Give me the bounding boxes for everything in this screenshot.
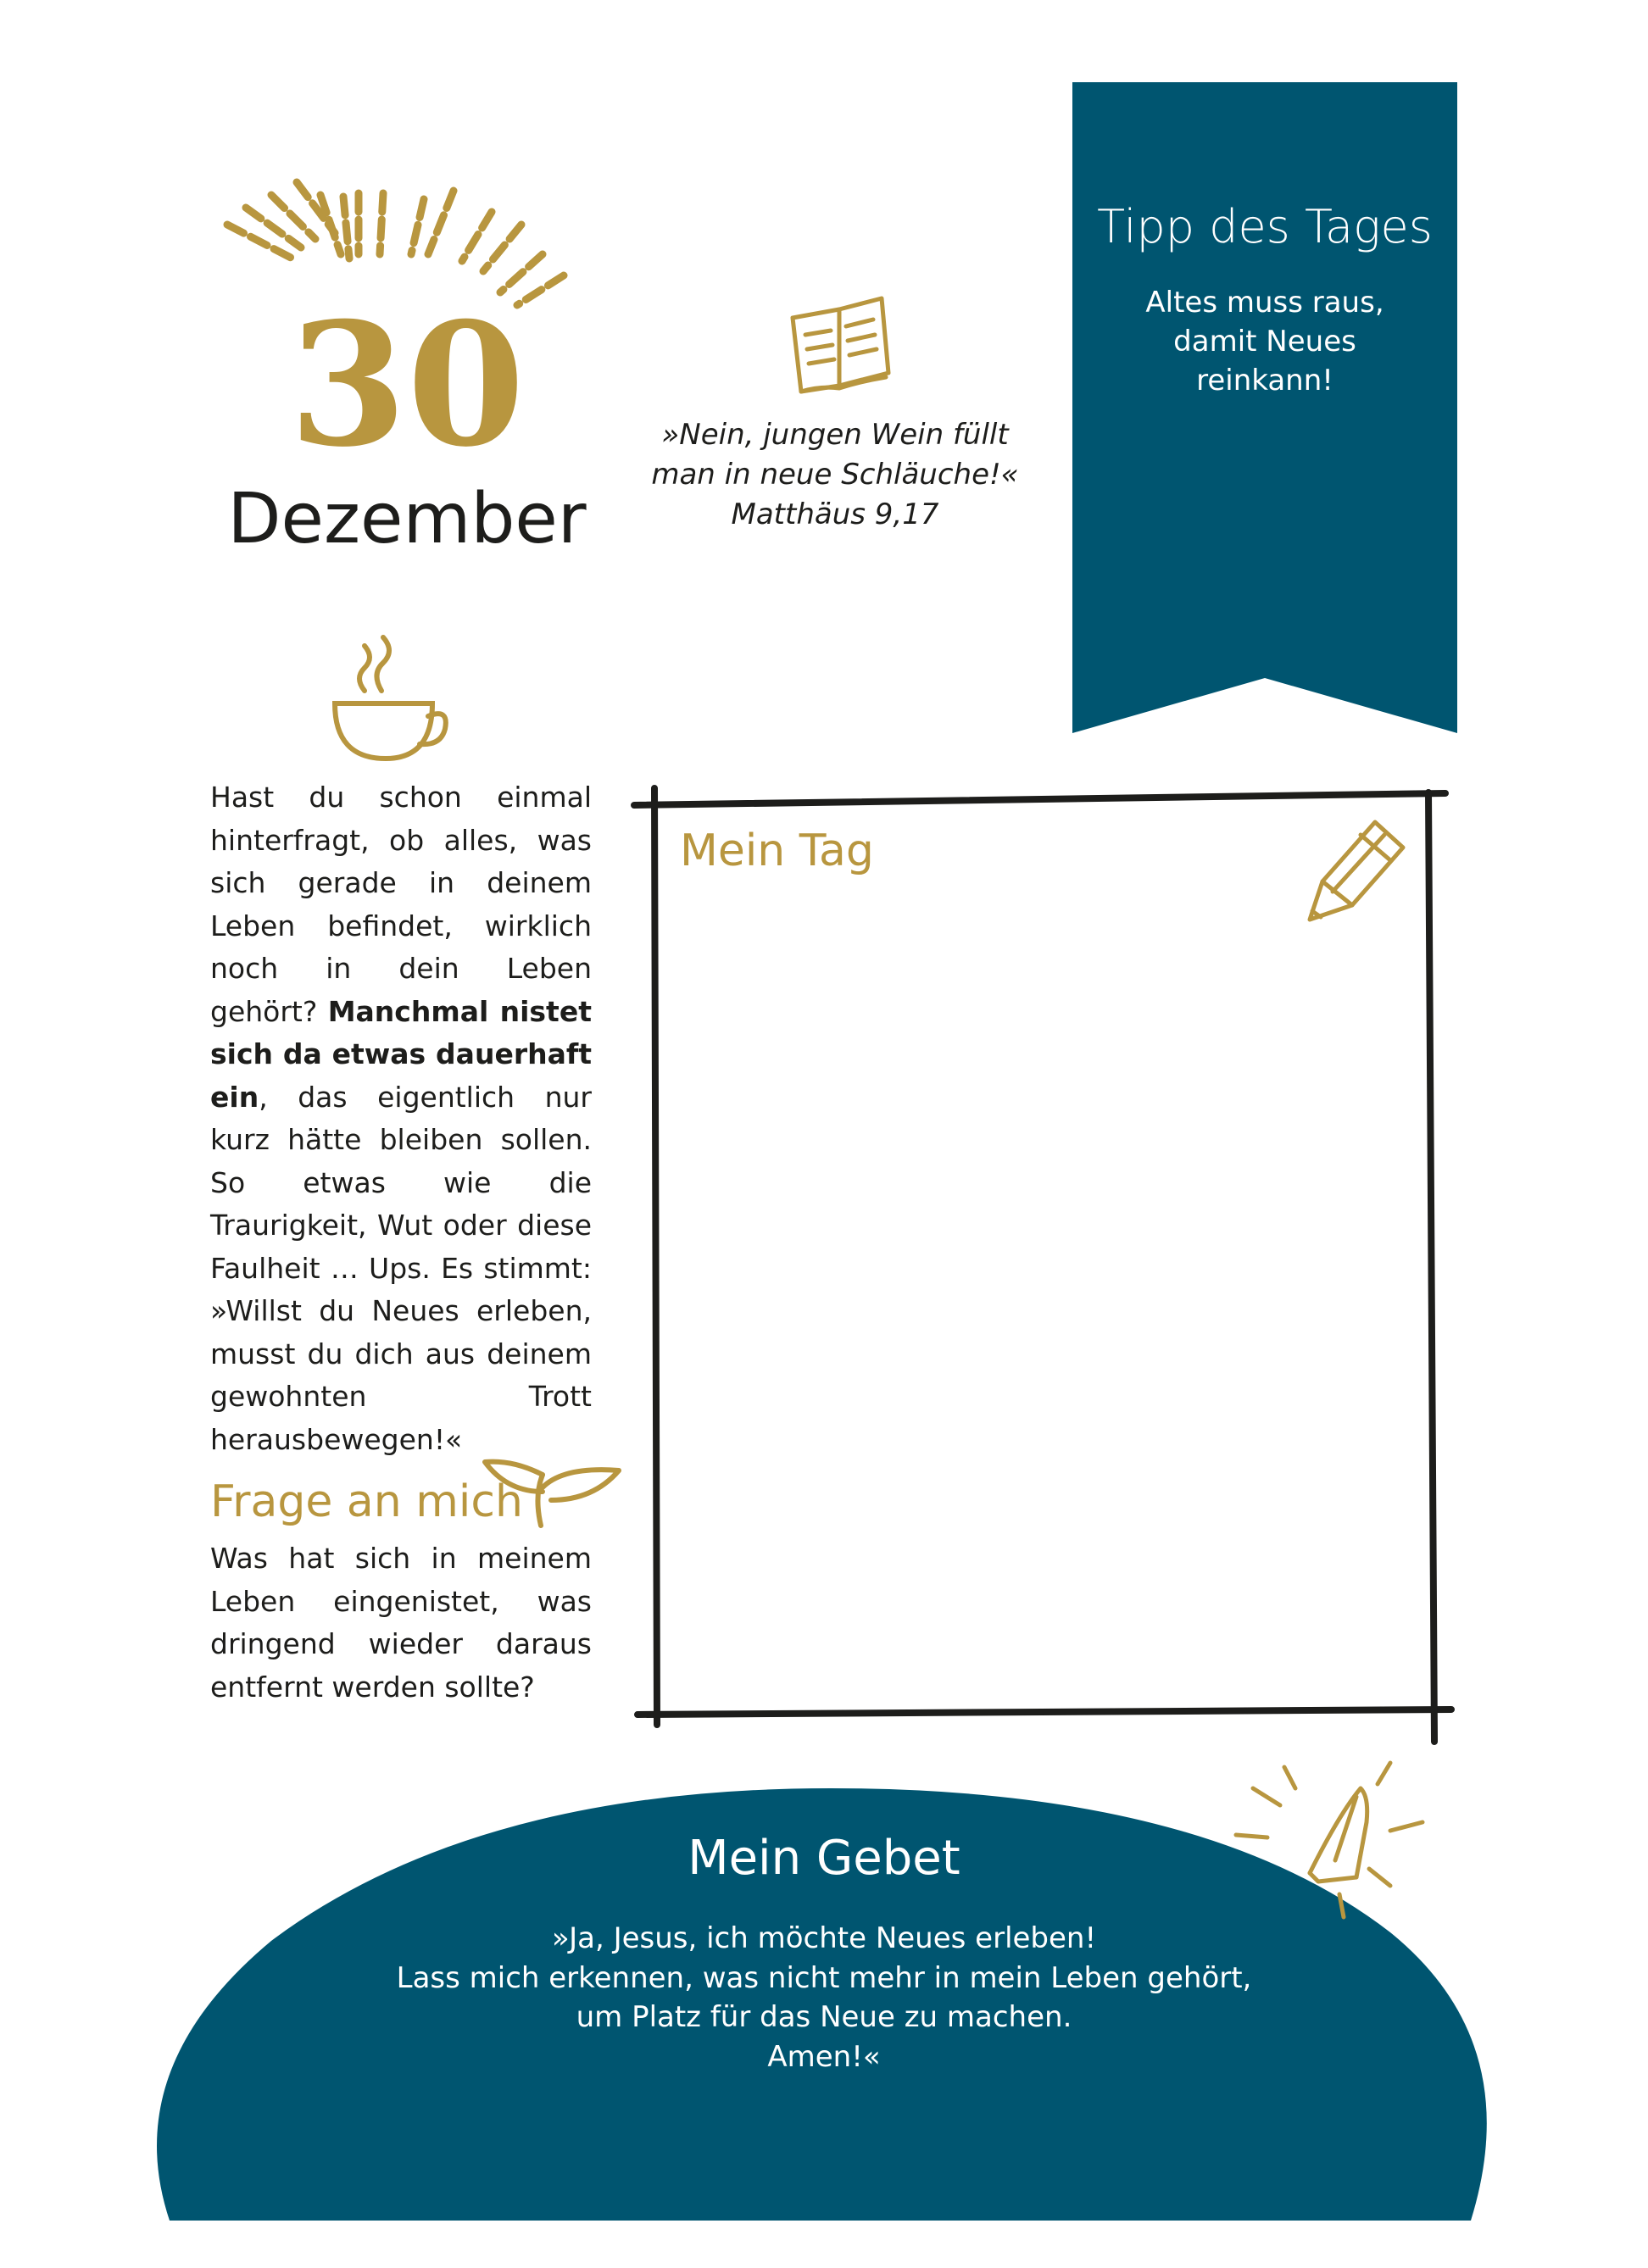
tip-title: Tipp des Tages [1097, 200, 1433, 253]
verse-reference: Matthäus 9,17 [731, 498, 939, 531]
tip-line-3: reinkann! [1196, 364, 1333, 397]
question-title: Frage an mich [210, 1476, 523, 1527]
tip-line-1: Altes muss raus, [1145, 286, 1384, 320]
prayer-line-4: Amen!« [767, 2039, 881, 2074]
prayer-title: Mein Gebet [688, 1831, 960, 1886]
body-text-part-1: Hast du schon einmal hinterfragt, ob alles, was sich gerade in deinem Leben befindet, wirklich noch in dein Leben gehört? [210, 781, 592, 1028]
month-name: Dezember [227, 479, 587, 559]
body-text-bold: Manchmal nistet sich da etwas dauerhaft ein [210, 994, 592, 1114]
day-number: 30 [288, 286, 526, 485]
prayer-line-1: »Ja, Jesus, ich möchte Neues erleben! [551, 1921, 1097, 1955]
prayer-line-3: um Platz für das Neue zu machen. [576, 2000, 1072, 2034]
body-text-part-2: , das eigentlich nur kurz hätte bleiben sollen. So etwas wie die Traurigkeit, Wut oder diese Faulheit … Ups. Es stimmt: »Willst du Neues erleben, musst du dich aus deinem gewohnten Trott herausbewegen!« [210, 1080, 592, 1456]
prayer-text [315, 1919, 1333, 2076]
prayer-line-2: Lass mich erkennen, was nicht mehr in mein Leben gehört, [396, 1960, 1252, 1995]
verse-line-2: man in neue Schläuche!« [651, 458, 1019, 492]
verse-line-1: »Nein, jungen Wein füllt [661, 418, 1009, 452]
tip-line-2: damit Neues [1173, 325, 1356, 359]
my-day-title: Mein Tag [680, 825, 874, 876]
question-text: Was hat sich in meinem Leben eingenistet, was dringend wieder daraus entfernt werden sollte? [210, 1542, 592, 1704]
